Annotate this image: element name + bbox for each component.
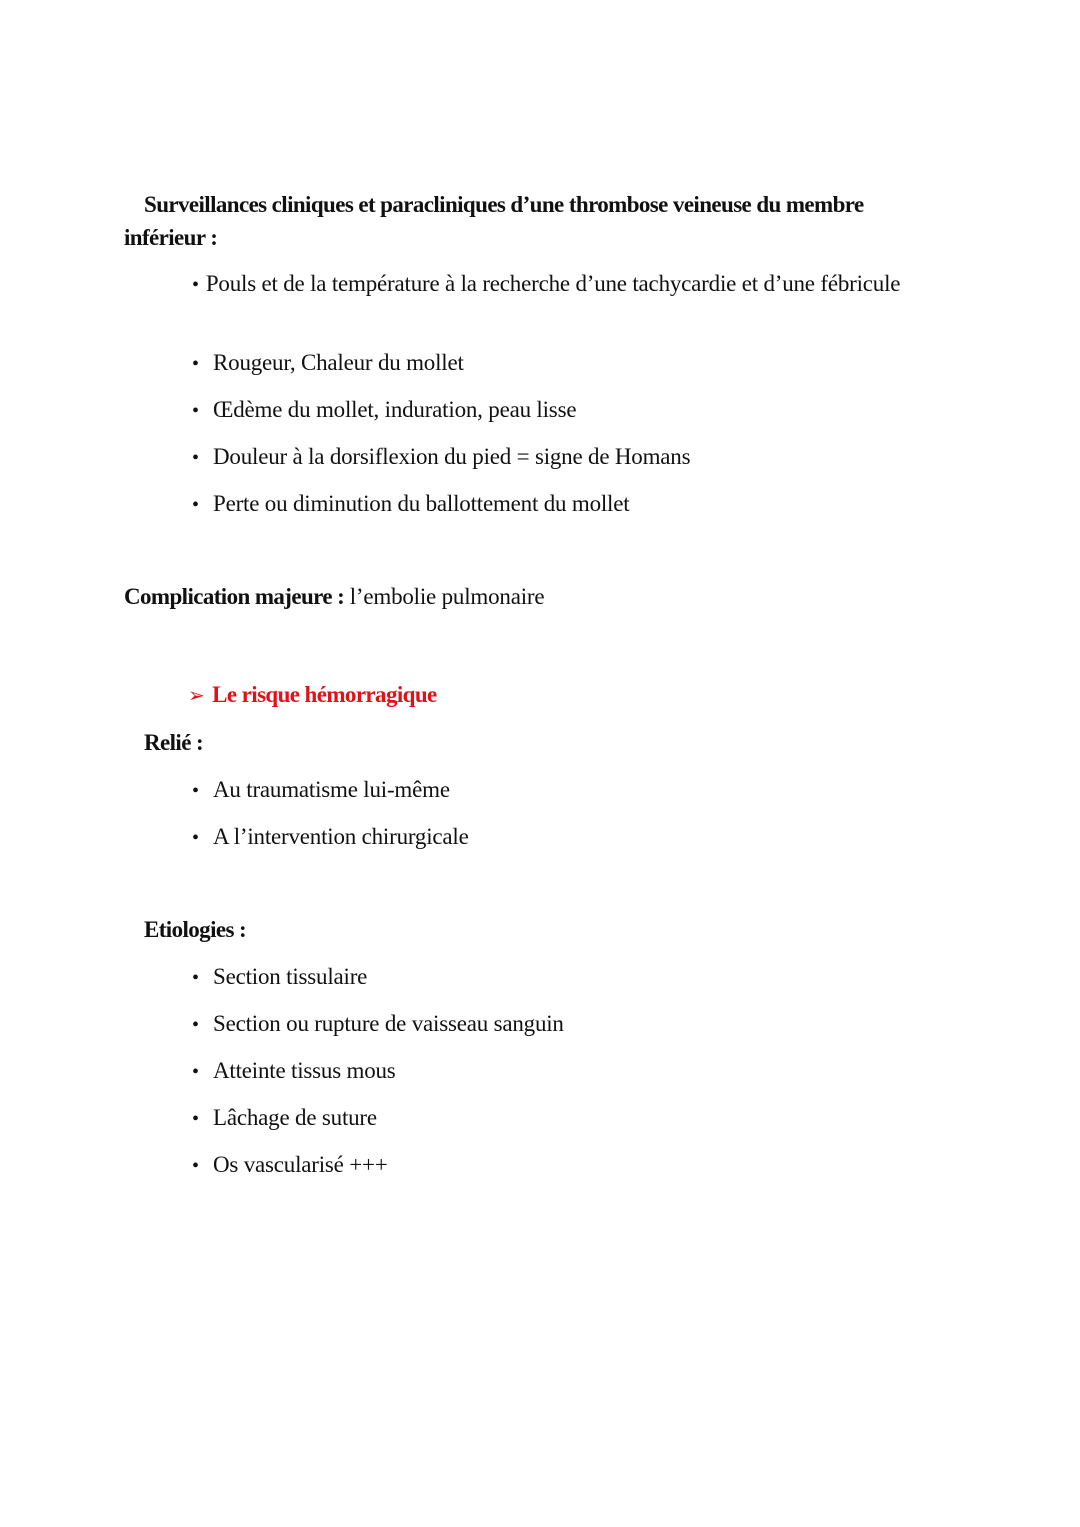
bullet-icon: • [192, 353, 199, 375]
list-item [192, 1102, 377, 1135]
list-item-text: Rougeur, Chaleur du mollet [213, 350, 464, 375]
list-item-text: Œdème du mollet, induration, peau lisse [213, 397, 577, 422]
bullet-icon: • [192, 494, 199, 516]
list-item [192, 774, 450, 807]
list-item-text: Section tissulaire [213, 964, 368, 989]
section-heading-thrombose: Surveillances cliniques et paracliniques d’une thrombose veineuse du membre inférieur : [124, 192, 864, 250]
list-item [192, 961, 367, 994]
bullet-icon: • [192, 827, 199, 849]
bullet-icon: • [192, 967, 199, 989]
bullet-icon: • [192, 780, 199, 802]
arrow-bullet-icon: ➢ [188, 683, 205, 707]
list-item [192, 821, 469, 854]
list-item-text: A l’intervention chirurgicale [213, 824, 469, 849]
bullet-icon: • [192, 1108, 199, 1130]
list-item [192, 488, 629, 521]
complication-line [124, 581, 544, 613]
list-item [192, 1055, 396, 1088]
list-item-text: Pouls et de la température à la recherche d’une tachycardie et d’une fébricule [205, 271, 901, 296]
list-item [192, 1008, 564, 1041]
list-item [192, 347, 464, 380]
etiologies-label: Etiologies : [144, 917, 247, 942]
list-item [192, 394, 576, 427]
subheading-text: Le risque hémorragique [212, 682, 437, 707]
list-item-text: Perte ou diminution du ballottement du mollet [213, 491, 630, 516]
bullet-icon: • [192, 274, 199, 296]
list-item-text: Section ou rupture de vaisseau sanguin [213, 1011, 564, 1036]
bullet-icon: • [192, 447, 199, 469]
subheading-risque-hemorragique [188, 679, 437, 711]
bullet-icon: • [192, 400, 199, 422]
complication-label: Complication majeure : [124, 584, 345, 609]
complication-value: l’embolie pulmonaire [344, 584, 545, 609]
list-item-text: Atteinte tissus mous [213, 1058, 396, 1083]
bullet-icon: • [192, 1061, 199, 1083]
list-item-text: Os vascularisé +++ [213, 1152, 388, 1177]
list-item-text: Douleur à la dorsiflexion du pied = signe de Homans [213, 444, 691, 469]
list-item [192, 1149, 388, 1182]
bullet-icon: • [192, 1014, 199, 1036]
list-item [192, 441, 690, 474]
relie-label: Relié : [144, 730, 204, 755]
bullet-icon: • [192, 1155, 199, 1177]
list-item [188, 268, 908, 301]
list-item-text: Au traumatisme lui-même [213, 777, 450, 802]
list-item-text: Lâchage de suture [213, 1105, 377, 1130]
